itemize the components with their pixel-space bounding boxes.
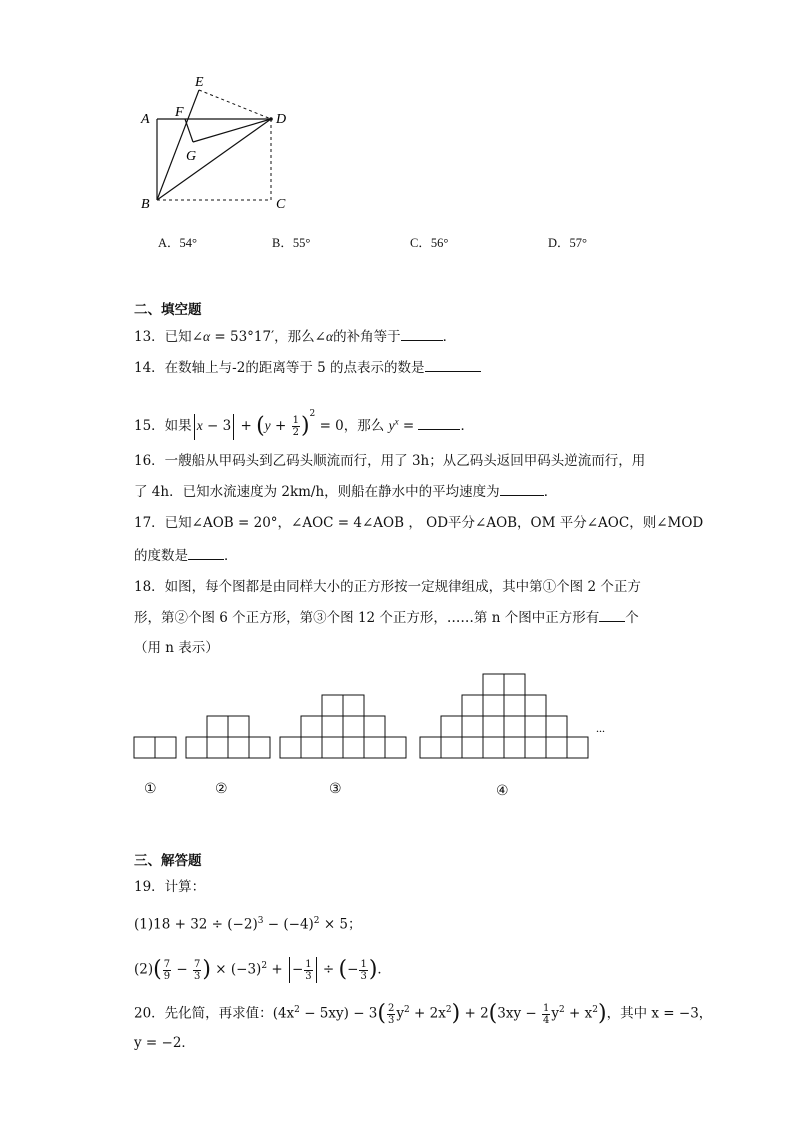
- section-fill-blank-title: 二、填空题: [134, 302, 202, 318]
- q19-p2-minus: −: [291, 961, 304, 978]
- q20-paren2-close: ): [597, 1001, 607, 1026]
- segment-FG: [185, 119, 193, 142]
- question-19-title: 19．计算：: [134, 879, 206, 895]
- q19-p2-n2: 7: [194, 958, 201, 970]
- q19-p2-m: −: [172, 961, 192, 978]
- q15-eq0: = 0，那么: [315, 418, 389, 434]
- q20-e1: 2: [294, 1005, 300, 1015]
- q15-frac-den: 2: [292, 427, 299, 438]
- q20-a: 20．先化简，再求值：: [134, 1005, 273, 1022]
- q17-end: ．: [224, 548, 238, 564]
- p4-square: [441, 737, 462, 758]
- choice-d: D．57°: [548, 236, 588, 250]
- q15-fraction: [292, 415, 300, 438]
- p3-square: [322, 737, 343, 758]
- question-16-line-1: 16．一艘船从甲码头到乙码头顺流而行，用了 3h；从乙码头返回甲码头逆流而行，用: [134, 453, 646, 469]
- p2-square: [207, 716, 228, 737]
- choice-a: A．54°: [158, 236, 198, 250]
- q19-p2-n4: 1: [360, 958, 367, 970]
- q19-p2-d1: 9: [163, 970, 171, 982]
- q15-y: y: [264, 418, 271, 433]
- question-17-line-1: 17．已知∠AOB = 20°，∠AOC = 4∠AOB ， OD平分∠AOB，OM 平分∠AOC，则∠MOD: [134, 515, 704, 531]
- q20-e4: 2: [559, 1005, 565, 1015]
- p4-square: [483, 695, 504, 716]
- q20-d1: 3: [387, 1014, 395, 1026]
- q17-line2-text: 的度数是: [134, 548, 188, 564]
- q20-k: y: [551, 1005, 559, 1022]
- q19-p2-paren2-close: ): [368, 957, 378, 982]
- question-19-part-2: [134, 950, 391, 982]
- p4-square: [546, 716, 567, 737]
- p4-square: [483, 737, 504, 758]
- q19-p2-b: × (−3): [210, 961, 262, 978]
- section-solve-title: 三、解答题: [134, 853, 202, 869]
- q19-p2-abs-left: [289, 957, 290, 983]
- q15-minus3: − 3: [202, 418, 232, 434]
- q13-angle2: ∠: [314, 329, 326, 345]
- q15-yx: y: [388, 418, 395, 433]
- label-A: A: [141, 112, 150, 127]
- question-20-line-2: y = −2．: [134, 1035, 195, 1051]
- p4-square: [525, 695, 546, 716]
- q19-p1-b: (−2): [227, 916, 258, 933]
- pattern-label-4: ④: [496, 783, 509, 799]
- pattern-label-2: ②: [215, 781, 228, 797]
- p3-square: [364, 716, 385, 737]
- q19-p2-frac-2: [193, 959, 201, 982]
- q20-d: y: [396, 1005, 404, 1022]
- pattern-4: [420, 674, 588, 758]
- q19-p2-n1: 7: [163, 958, 171, 970]
- q13-end: ．: [442, 329, 457, 345]
- q19-p2-e: 2: [261, 961, 268, 971]
- label-D: D: [276, 112, 287, 127]
- q19-p2-c: +: [267, 961, 287, 978]
- p3-square: [322, 695, 343, 716]
- q19-p1-f: × 5；: [319, 916, 362, 933]
- q20-n2: 1: [542, 1002, 550, 1014]
- q20-n1: 2: [387, 1002, 395, 1014]
- q13-eq: = 53°17′: [210, 329, 275, 345]
- p3-square: [301, 716, 322, 737]
- geometry-figure: [135, 70, 305, 215]
- q13-prefix: 13．已知: [134, 329, 192, 345]
- question-18-line-3: （用 n 表示）: [134, 640, 219, 656]
- q20-g: + 2: [460, 1005, 489, 1022]
- segment-ED: [199, 90, 271, 119]
- question-19-part-1: [134, 912, 362, 934]
- q13-alpha: α: [203, 329, 211, 344]
- p3-square: [280, 737, 301, 758]
- question-15: [134, 398, 474, 439]
- p4-square: [504, 695, 525, 716]
- q19-p1-c: −: [263, 916, 284, 933]
- p4-square: [525, 737, 546, 758]
- q19-p2-a: (2): [134, 961, 154, 978]
- p3-square: [343, 695, 364, 716]
- q18-line2-text: 形，第②个图 6 个正方形，第③个图 12 个正方形，……第 n 个图中正方形有: [134, 610, 600, 626]
- q20-d2: 4: [542, 1014, 550, 1026]
- q20-l: + x: [564, 1005, 593, 1022]
- q19-p1-e1: 3: [257, 916, 264, 926]
- q18-answer-blank[interactable]: [599, 608, 625, 622]
- p3-square: [385, 737, 406, 758]
- q20-m: ，其中 x = −3，: [606, 1005, 713, 1022]
- q16-line2-text: 了 4h．已知水流速度为 2km/h，则船在静水中的平均速度为: [134, 484, 500, 500]
- q20-frac-2: [542, 1003, 550, 1026]
- p3-square: [322, 716, 343, 737]
- p4-square: [483, 716, 504, 737]
- q15-eqs: =: [398, 418, 419, 434]
- label-G: G: [186, 149, 197, 164]
- q19-p2-d4: 3: [360, 970, 367, 982]
- q19-p2-paren-close: ): [202, 957, 211, 982]
- segment-BD: [157, 119, 271, 200]
- question-16-line-2: [134, 482, 557, 501]
- q20-f: + 2x: [409, 1005, 446, 1022]
- pattern-1: [134, 737, 176, 758]
- p1-square: [134, 737, 155, 758]
- square-pattern-figure: [130, 668, 620, 763]
- q19-p2-frac-4: [359, 959, 367, 982]
- segment-GD: [193, 119, 271, 142]
- p4-square: [462, 695, 483, 716]
- p4-square: [483, 674, 504, 695]
- p4-square: [567, 737, 588, 758]
- p4-square: [462, 716, 483, 737]
- q20-paren1-open: (: [377, 1001, 386, 1026]
- q13-suffix: 的补角等于: [333, 329, 401, 345]
- q17-answer-blank[interactable]: [188, 546, 224, 560]
- p4-square: [504, 674, 525, 695]
- p4-square: [441, 716, 462, 737]
- q19-p2-frac-1: [163, 959, 171, 982]
- question-20-line-1: [134, 993, 712, 1027]
- q19-p2-frac-3: [304, 959, 312, 982]
- q20-e5: 2: [592, 1005, 598, 1015]
- p3-square: [301, 737, 322, 758]
- p4-square: [525, 716, 546, 737]
- p1-square: [155, 737, 176, 758]
- q15-paren-open: (: [256, 413, 265, 439]
- label-F: F: [175, 105, 184, 120]
- pattern-3: [280, 695, 406, 758]
- p2-square: [249, 737, 270, 758]
- q15-abs-bar-right: [233, 414, 234, 440]
- q15-abs-bar-left: [194, 414, 195, 440]
- q16-end: ．: [543, 484, 558, 500]
- pattern-2: [186, 716, 270, 758]
- q15-x: x: [196, 418, 203, 433]
- p4-square: [462, 737, 483, 758]
- q13-mid: ，那么: [274, 329, 315, 345]
- pattern-label-3: ③: [329, 781, 342, 797]
- p4-square: [420, 737, 441, 758]
- choice-c: C．56°: [410, 236, 449, 250]
- q16-answer-blank[interactable]: [500, 482, 544, 496]
- p2-square: [186, 737, 207, 758]
- choice-b: B．55°: [272, 236, 311, 250]
- p3-square: [343, 737, 364, 758]
- q20-e2: 2: [404, 1005, 410, 1015]
- q18-unit: 个: [625, 610, 639, 626]
- question-18-line-2: [134, 608, 639, 627]
- p4-square: [546, 737, 567, 758]
- q15-frac-num: 1: [292, 415, 299, 426]
- q20-b: (4x: [272, 1005, 295, 1022]
- label-C: C: [276, 197, 286, 212]
- label-E: E: [195, 75, 204, 90]
- q13-answer-blank[interactable]: [401, 327, 443, 341]
- q14-answer-blank[interactable]: [425, 358, 481, 372]
- q13-angle: ∠: [191, 329, 203, 345]
- q15-plus: +: [236, 418, 257, 434]
- q20-paren2-open: (: [488, 1001, 498, 1026]
- q19-p2-paren2-open: (: [338, 957, 348, 982]
- q19-p1-d: (−4): [283, 916, 314, 933]
- q15-prefix: 15．如果: [134, 418, 192, 434]
- q15-paren-close: ): [300, 413, 310, 439]
- q19-p2-div: ÷: [318, 961, 339, 978]
- q15-exp: 2: [309, 409, 316, 419]
- question-18-line-1: 18．如图，每个图都是由同样大小的正方形按一定规律组成，其中第①个图 2 个正方: [134, 579, 641, 595]
- q19-p2-abs-right: [316, 957, 317, 983]
- q20-h: 3xy −: [497, 1005, 541, 1022]
- label-B: B: [141, 197, 150, 212]
- q15-plushalf: +: [270, 418, 291, 434]
- q13-alpha2: α: [325, 329, 334, 344]
- q19-p2-neg: −: [347, 961, 359, 978]
- p2-square: [228, 716, 249, 737]
- q19-p2-d3: 3: [305, 970, 312, 982]
- p2-square: [228, 737, 249, 758]
- q15-xsup: x: [394, 416, 399, 427]
- q15-answer-blank[interactable]: [418, 416, 460, 430]
- q20-frac-1: [387, 1003, 395, 1026]
- p3-square: [343, 716, 364, 737]
- q20-paren1-close: ): [451, 1001, 461, 1026]
- q19-p1-e2: 2: [313, 916, 320, 926]
- q19-p2-n3: 1: [305, 958, 312, 970]
- q19-p1-a: (1)18 + 32 ÷: [134, 916, 228, 933]
- q19-p2-paren-open: (: [153, 957, 162, 982]
- question-17-line-2: [134, 546, 238, 565]
- question-13: [134, 327, 456, 346]
- pattern-label-1: ①: [144, 781, 157, 797]
- q20-e3: 2: [445, 1005, 452, 1015]
- point-D: [269, 117, 273, 121]
- pattern-ellipsis: ...: [596, 721, 605, 735]
- question-14: [134, 358, 481, 377]
- q15-end: ．: [460, 418, 474, 434]
- q14-text: 14．在数轴上与-2的距离等于 5 的点表示的数是: [134, 360, 425, 376]
- q19-p2-d2: 3: [194, 970, 201, 982]
- q20-c: − 5xy) − 3: [299, 1005, 378, 1022]
- q19-p2-end: ．: [377, 961, 391, 978]
- p3-square: [364, 737, 385, 758]
- p4-square: [504, 716, 525, 737]
- p2-square: [207, 737, 228, 758]
- p4-square: [504, 737, 525, 758]
